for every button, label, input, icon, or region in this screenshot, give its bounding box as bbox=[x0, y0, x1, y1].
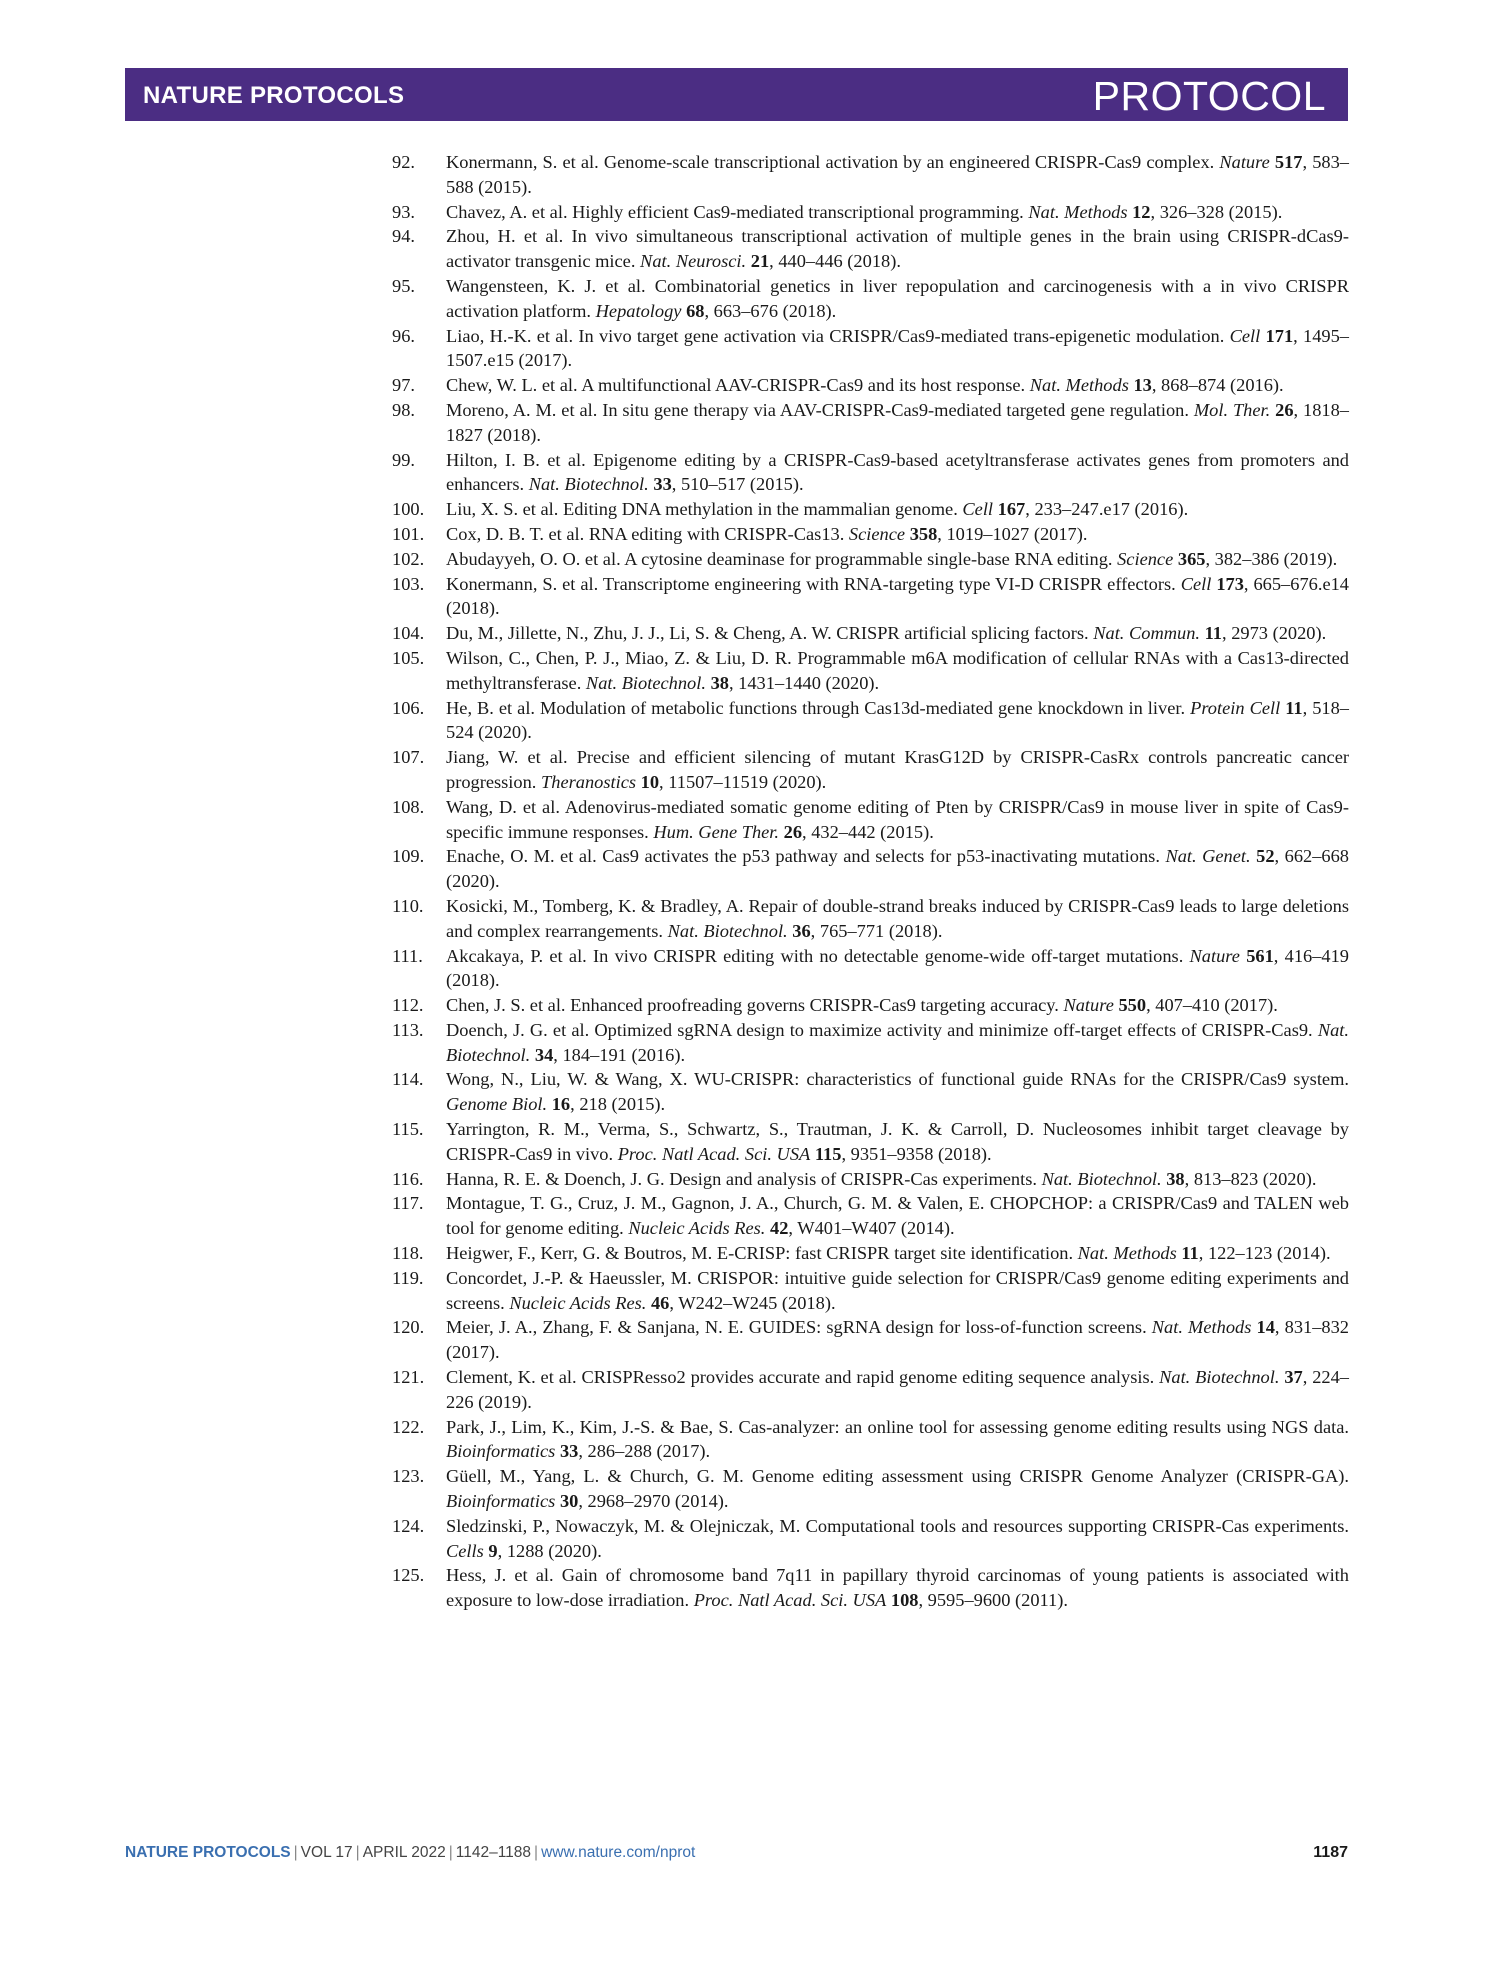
reference-item bbox=[392, 1365, 1349, 1415]
reference-authors-title: Meier, J. A., Zhang, F. & Sanjana, N. E. GUIDES: sgRNA design for loss-of-function screens. bbox=[446, 1317, 1152, 1338]
reference-authors-title: Güell, M., Yang, L. & Church, G. M. Genome editing assessment using CRISPR Genome Analyzer (CRISPR-GA). bbox=[446, 1466, 1349, 1487]
reference-pages-year: , 868–874 (2016). bbox=[1151, 375, 1284, 396]
reference-pages-year: , 813–823 (2020). bbox=[1184, 1168, 1317, 1189]
reference-pages-year: , 583–588 (2015). bbox=[446, 152, 1349, 197]
reference-pages-year: , W242–W245 (2018). bbox=[669, 1292, 836, 1313]
reference-number: 116. bbox=[392, 1168, 424, 1189]
reference-item bbox=[392, 1514, 1349, 1564]
reference-pages-year: , 326–328 (2015). bbox=[1150, 201, 1283, 222]
reference-volume: 68 bbox=[686, 300, 705, 321]
reference-text bbox=[446, 1191, 1349, 1241]
reference-pages-year: , 9595–9600 (2011). bbox=[918, 1590, 1068, 1611]
reference-authors-title: Park, J., Lim, K., Kim, J.-S. & Bae, S. Cas-analyzer: an online tool for assessing genome editing results using NGS data. bbox=[446, 1416, 1349, 1437]
reference-item bbox=[392, 745, 1349, 795]
reference-pages-year: , W401–W407 (2014). bbox=[788, 1218, 955, 1239]
reference-number: 105. bbox=[392, 647, 425, 668]
reference-number: 115. bbox=[392, 1119, 424, 1140]
reference-item bbox=[392, 1266, 1349, 1316]
footer-url-link[interactable]: www.nature.com/nprot bbox=[541, 1844, 696, 1861]
reference-number: 123. bbox=[392, 1466, 425, 1487]
footer-citation bbox=[125, 1844, 695, 1862]
reference-list bbox=[392, 150, 1349, 1613]
reference-pages-year: , 233–247.e17 (2016). bbox=[1025, 499, 1189, 520]
reference-pages-year: , 765–771 (2018). bbox=[810, 920, 943, 941]
reference-journal: Bioinformatics bbox=[446, 1441, 556, 1462]
reference-volume: 36 bbox=[792, 920, 811, 941]
reference-volume: 37 bbox=[1284, 1367, 1303, 1388]
reference-authors-title: Heigwer, F., Kerr, G. & Boutros, M. E-CRISP: fast CRISPR target site identification. bbox=[446, 1243, 1078, 1264]
reference-journal: Nat. Methods bbox=[1077, 1243, 1177, 1264]
reference-journal: Proc. Natl Acad. Sci. USA bbox=[693, 1590, 887, 1611]
reference-journal: Mol. Ther. bbox=[1193, 399, 1271, 420]
reference-volume: 167 bbox=[997, 499, 1026, 520]
reference-volume: 14 bbox=[1256, 1317, 1275, 1338]
reference-pages-year: , 286–288 (2017). bbox=[578, 1441, 711, 1462]
reference-item bbox=[392, 324, 1349, 374]
footer-date: APRIL 2022 bbox=[362, 1844, 446, 1861]
reference-text bbox=[446, 621, 1349, 646]
reference-authors-title: Moreno, A. M. et al. In situ gene therapy via AAV-CRISPR-Cas9-mediated targeted gene regulation. bbox=[446, 399, 1194, 420]
reference-authors-title: Concordet, J.-P. & Haeussler, M. CRISPOR: intuitive guide selection for CRISPR/Cas9 genome editing experiments and screens. bbox=[446, 1267, 1349, 1313]
reference-journal: Cell bbox=[962, 499, 994, 520]
reference-journal: Theranostics bbox=[541, 771, 637, 792]
reference-authors-title: Jiang, W. et al. Precise and efficient silencing of mutant KrasG12D by CRISPR-CasRx controls pancreatic cancer progression. bbox=[446, 747, 1349, 792]
reference-journal: Nat. Methods bbox=[1029, 375, 1129, 396]
reference-authors-title: Kosicki, M., Tomberg, K. & Bradley, A. Repair of double-strand breaks induced by CRISPR-Cas9 leads to large deletions and complex rearrangements. bbox=[446, 895, 1349, 941]
reference-authors-title: Konermann, S. et al. Transcriptome engineering with RNA-targeting type VI-D CRISPR effectors. bbox=[446, 573, 1181, 594]
reference-volume: 46 bbox=[650, 1292, 670, 1313]
reference-authors-title: Liu, X. S. et al. Editing DNA methylation in the mammalian genome. bbox=[446, 499, 963, 520]
reference-text bbox=[446, 1167, 1349, 1192]
reference-number: 121. bbox=[392, 1367, 425, 1388]
reference-pages-year: , 663–676 (2018). bbox=[704, 300, 837, 321]
reference-text bbox=[446, 1018, 1349, 1068]
reference-authors-title: Zhou, H. et al. In vivo simultaneous transcriptional activation of multiple genes in the brain using CRISPR-dCas9-activator transgenic mice. bbox=[446, 226, 1349, 272]
reference-number: 124. bbox=[392, 1515, 425, 1536]
reference-text bbox=[446, 1464, 1349, 1514]
reference-volume: 42 bbox=[770, 1218, 789, 1239]
reference-authors-title: Wilson, C., Chen, P. J., Miao, Z. & Liu, D. R. Programmable m6A modification of cellular RNAs with a Cas13-directed methyltransferase. bbox=[446, 647, 1349, 693]
reference-journal: Hum. Gene Ther. bbox=[653, 821, 780, 842]
reference-text bbox=[446, 448, 1349, 498]
reference-volume: 33 bbox=[653, 474, 672, 495]
reference-item bbox=[392, 373, 1349, 398]
reference-authors-title: Chew, W. L. et al. A multifunctional AAV-CRISPR-Cas9 and its host response. bbox=[446, 375, 1030, 396]
reference-text bbox=[446, 324, 1349, 374]
reference-pages-year: , 416–419 (2018). bbox=[446, 945, 1349, 991]
reference-item bbox=[392, 944, 1349, 994]
reference-pages-year: , 831–832 (2017). bbox=[446, 1317, 1349, 1363]
footer-separator: | bbox=[534, 1844, 539, 1861]
reference-pages-year: , 382–386 (2019). bbox=[1205, 548, 1338, 569]
reference-volume: 11 bbox=[1285, 697, 1303, 718]
reference-volume: 26 bbox=[783, 821, 803, 842]
reference-journal: Nature bbox=[1189, 945, 1240, 966]
reference-volume: 108 bbox=[890, 1590, 919, 1611]
reference-pages-year: , 2968–2970 (2014). bbox=[578, 1491, 729, 1512]
reference-volume: 550 bbox=[1118, 995, 1147, 1016]
reference-volume: 11 bbox=[1181, 1243, 1199, 1264]
reference-text bbox=[446, 522, 1349, 547]
reference-pages-year: , 218 (2015). bbox=[570, 1094, 666, 1115]
reference-item bbox=[392, 547, 1349, 572]
reference-text bbox=[446, 572, 1349, 622]
reference-item bbox=[392, 1167, 1349, 1192]
reference-volume: 10 bbox=[640, 771, 660, 792]
reference-item bbox=[392, 1315, 1349, 1365]
reference-journal: Nat. Biotechnol. bbox=[446, 1019, 1349, 1065]
reference-item bbox=[392, 1464, 1349, 1514]
reference-item bbox=[392, 150, 1349, 200]
reference-number: 93. bbox=[392, 201, 415, 222]
reference-text bbox=[446, 1514, 1349, 1564]
reference-number: 125. bbox=[392, 1565, 425, 1586]
reference-text bbox=[446, 1241, 1349, 1266]
reference-item bbox=[392, 1117, 1349, 1167]
reference-authors-title: Sledzinski, P., Nowaczyk, M. & Olejniczak, M. Computational tools and resources supporting CRISPR-Cas experiments. bbox=[446, 1515, 1349, 1536]
reference-number: 98. bbox=[392, 399, 415, 420]
reference-number: 101. bbox=[392, 523, 425, 544]
reference-journal: Nat. Commun. bbox=[1093, 623, 1201, 644]
reference-journal: Science bbox=[1117, 548, 1174, 569]
reference-journal: Nucleic Acids Res. bbox=[509, 1292, 647, 1313]
reference-number: 109. bbox=[392, 846, 425, 867]
reference-number: 92. bbox=[392, 152, 415, 172]
reference-pages-year: , 440–446 (2018). bbox=[769, 251, 901, 272]
reference-journal: Nat. Biotechnol. bbox=[1041, 1168, 1162, 1189]
reference-volume: 38 bbox=[1166, 1168, 1185, 1189]
reference-item bbox=[392, 621, 1349, 646]
reference-journal: Cell bbox=[1180, 573, 1212, 594]
reference-number: 108. bbox=[392, 796, 425, 817]
reference-number: 99. bbox=[392, 449, 415, 470]
reference-authors-title: Chavez, A. et al. Highly efficient Cas9-mediated transcriptional programming. bbox=[446, 201, 1029, 222]
reference-pages-year: , 1019–1027 (2017). bbox=[937, 523, 1088, 544]
reference-authors-title: Konermann, S. et al. Genome-scale transcriptional activation by an engineered CRISPR-Cas9 complex. bbox=[446, 152, 1220, 172]
reference-text bbox=[446, 844, 1349, 894]
reference-item bbox=[392, 894, 1349, 944]
reference-number: 103. bbox=[392, 573, 425, 594]
header-band bbox=[125, 68, 1348, 121]
reference-text bbox=[446, 1067, 1349, 1117]
reference-volume: 30 bbox=[559, 1491, 579, 1512]
reference-item bbox=[392, 1191, 1349, 1241]
reference-volume: 365 bbox=[1177, 548, 1206, 569]
reference-number: 102. bbox=[392, 548, 425, 569]
reference-text bbox=[446, 497, 1349, 522]
reference-pages-year: , 1818–1827 (2018). bbox=[446, 399, 1350, 445]
reference-item bbox=[392, 1018, 1349, 1068]
reference-pages-year: , 11507–11519 (2020). bbox=[659, 771, 827, 792]
reference-authors-title: Chen, J. S. et al. Enhanced proofreading governs CRISPR-Cas9 targeting accuracy. bbox=[446, 995, 1064, 1016]
reference-number: 110. bbox=[392, 895, 424, 916]
reference-journal: Nat. Biotechnol. bbox=[1159, 1367, 1280, 1388]
reference-volume: 358 bbox=[909, 523, 938, 544]
reference-text bbox=[446, 1266, 1349, 1316]
reference-authors-title: He, B. et al. Modulation of metabolic functions through Cas13d-mediated gene knockdown in liver. bbox=[446, 697, 1191, 718]
journal-name: NATURE PROTOCOLS bbox=[143, 82, 405, 109]
reference-item bbox=[392, 844, 1349, 894]
reference-item bbox=[392, 522, 1349, 547]
reference-number: 112. bbox=[392, 995, 424, 1016]
reference-journal: Nature bbox=[1219, 152, 1270, 172]
reference-volume: 517 bbox=[1274, 152, 1303, 172]
reference-number: 117. bbox=[392, 1193, 424, 1214]
reference-volume: 38 bbox=[710, 672, 729, 693]
reference-authors-title: Doench, J. G. et al. Optimized sgRNA design to maximize activity and minimize off-target effects of CRISPR-Cas9. bbox=[446, 1019, 1318, 1040]
reference-number: 114. bbox=[392, 1069, 424, 1090]
reference-journal: Nat. Biotechnol. bbox=[585, 672, 706, 693]
reference-item bbox=[392, 993, 1349, 1018]
reference-journal: Nat. Neurosci. bbox=[640, 251, 747, 272]
reference-journal: Bioinformatics bbox=[446, 1491, 556, 1512]
reference-text bbox=[446, 224, 1349, 274]
reference-journal: Cell bbox=[1229, 325, 1261, 346]
reference-item bbox=[392, 795, 1349, 845]
reference-text bbox=[446, 795, 1349, 845]
reference-authors-title: Montague, T. G., Cruz, J. M., Gagnon, J. A., Church, G. M. & Valen, E. CHOPCHOP: a CRISPR/Cas9 and TALEN web tool for genome editing. bbox=[446, 1193, 1349, 1239]
reference-pages-year: , 432–442 (2015). bbox=[802, 821, 934, 842]
reference-number: 113. bbox=[392, 1019, 424, 1040]
reference-authors-title: Wong, N., Liu, W. & Wang, X. WU-CRISPR: characteristics of functional guide RNAs for the CRISPR/Cas9 system. bbox=[446, 1069, 1349, 1090]
reference-journal: Hepatology bbox=[595, 300, 682, 321]
reference-number: 106. bbox=[392, 697, 425, 718]
reference-authors-title: Clement, K. et al. CRISPResso2 provides accurate and rapid genome editing sequence analysis. bbox=[446, 1367, 1160, 1388]
reference-number: 95. bbox=[392, 275, 415, 296]
reference-text bbox=[446, 1365, 1349, 1415]
reference-number: 122. bbox=[392, 1416, 425, 1437]
reference-authors-title: Cox, D. B. T. et al. RNA editing with CRISPR-Cas13. bbox=[446, 523, 849, 544]
reference-pages-year: , 407–410 (2017). bbox=[1146, 995, 1278, 1016]
reference-authors-title: Du, M., Jillette, N., Zhu, J. J., Li, S. & Cheng, A. W. CRISPR artificial splicing factors. bbox=[446, 623, 1094, 644]
reference-item bbox=[392, 1067, 1349, 1117]
article-type-label: PROTOCOL bbox=[1092, 73, 1326, 119]
reference-volume: 171 bbox=[1265, 325, 1294, 346]
reference-text bbox=[446, 398, 1349, 448]
reference-item bbox=[392, 696, 1349, 746]
reference-text bbox=[446, 547, 1349, 572]
reference-volume: 173 bbox=[1216, 573, 1244, 594]
reference-volume: 16 bbox=[551, 1094, 571, 1115]
reference-number: 104. bbox=[392, 623, 425, 644]
reference-item bbox=[392, 1563, 1349, 1613]
reference-item bbox=[392, 572, 1349, 622]
reference-item bbox=[392, 1241, 1349, 1266]
reference-journal: Science bbox=[848, 523, 906, 544]
reference-authors-title: Liao, H.-K. et al. In vivo target gene activation via CRISPR/Cas9-mediated trans-epigenetic modulation. bbox=[446, 325, 1230, 346]
reference-journal: Nat. Biotechnol. bbox=[667, 920, 788, 941]
reference-authors-title: Hilton, I. B. et al. Epigenome editing by a CRISPR-Cas9-based acetyltransferase activates genes from promoters and enhancers. bbox=[446, 449, 1349, 495]
footer-separator: | bbox=[293, 1844, 298, 1861]
reference-text bbox=[446, 993, 1349, 1018]
reference-number: 97. bbox=[392, 375, 415, 396]
reference-item bbox=[392, 398, 1349, 448]
reference-text bbox=[446, 274, 1349, 324]
reference-volume: 21 bbox=[750, 251, 770, 272]
reference-volume: 34 bbox=[534, 1044, 554, 1065]
page-number: 1187 bbox=[1313, 1844, 1348, 1861]
reference-journal: Cells bbox=[446, 1540, 484, 1561]
reference-volume: 33 bbox=[559, 1441, 579, 1462]
reference-text bbox=[446, 1117, 1349, 1167]
reference-text bbox=[446, 944, 1349, 994]
reference-journal: Nature bbox=[1063, 995, 1114, 1016]
reference-item bbox=[392, 646, 1349, 696]
reference-journal: Nat. Methods bbox=[1028, 201, 1128, 222]
reference-number: 119. bbox=[392, 1267, 424, 1288]
reference-text bbox=[446, 646, 1349, 696]
reference-number: 107. bbox=[392, 747, 425, 768]
reference-item bbox=[392, 1415, 1349, 1465]
footer-volume: VOL 17 bbox=[300, 1844, 353, 1861]
reference-number: 100. bbox=[392, 499, 425, 520]
reference-number: 96. bbox=[392, 325, 415, 346]
reference-pages-year: , 184–191 (2016). bbox=[553, 1044, 686, 1065]
reference-authors-title: Abudayyeh, O. O. et al. A cytosine deaminase for programmable single-base RNA editing. bbox=[446, 548, 1118, 569]
reference-volume: 11 bbox=[1204, 623, 1223, 644]
reference-pages-year: , 224–226 (2019). bbox=[446, 1367, 1349, 1412]
reference-text bbox=[446, 150, 1349, 200]
footer-separator: | bbox=[355, 1844, 360, 1861]
reference-volume: 115 bbox=[814, 1143, 842, 1164]
reference-journal: Nat. Genet. bbox=[1165, 846, 1251, 867]
reference-journal: Genome Biol. bbox=[446, 1094, 548, 1115]
reference-item bbox=[392, 224, 1349, 274]
reference-text bbox=[446, 894, 1349, 944]
reference-authors-title: Hess, J. et al. Gain of chromosome band 7q11 in papillary thyroid carcinomas of young patients is associated with exposure to low-dose irradiation. bbox=[446, 1565, 1349, 1611]
reference-journal: Nat. Biotechnol. bbox=[528, 474, 649, 495]
reference-number: 120. bbox=[392, 1317, 425, 1338]
reference-volume: 561 bbox=[1246, 945, 1274, 966]
reference-text bbox=[446, 1563, 1349, 1613]
footer-journal-name: NATURE PROTOCOLS bbox=[125, 1844, 291, 1861]
reference-authors-title: Enache, O. M. et al. Cas9 activates the p53 pathway and selects for p53-inactivating mutations. bbox=[446, 846, 1166, 867]
reference-journal: Proc. Natl Acad. Sci. USA bbox=[617, 1143, 811, 1164]
reference-volume: 12 bbox=[1132, 201, 1151, 222]
reference-journal: Nat. Methods bbox=[1151, 1317, 1252, 1338]
reference-authors-title: Wangensteen, K. J. et al. Combinatorial genetics in liver repopulation and carcinogenesis with a in vivo CRISPR activation platform. bbox=[446, 275, 1349, 321]
reference-pages-year: , 662–668 (2020). bbox=[446, 846, 1350, 892]
reference-text bbox=[446, 1315, 1349, 1365]
reference-text bbox=[446, 1415, 1349, 1465]
reference-pages-year: , 9351–9358 (2018). bbox=[841, 1143, 992, 1164]
reference-pages-year: , 2973 (2020). bbox=[1222, 623, 1327, 644]
reference-authors-title: Wang, D. et al. Adenovirus-mediated somatic genome editing of Pten by CRISPR/Cas9 in mouse liver in spite of Cas9-specific immune responses. bbox=[446, 796, 1349, 842]
reference-pages-year: , 1431–1440 (2020). bbox=[728, 672, 880, 693]
reference-volume: 9 bbox=[488, 1540, 498, 1561]
reference-volume: 52 bbox=[1256, 846, 1275, 867]
reference-text bbox=[446, 373, 1349, 398]
reference-text bbox=[446, 745, 1349, 795]
reference-text bbox=[446, 200, 1349, 225]
footer-separator: | bbox=[448, 1844, 453, 1861]
reference-authors-title: Yarrington, R. M., Verma, S., Schwartz, S., Trautman, J. K. & Carroll, D. Nucleosomes inhibit target cleavage by CRISPR-Cas9 in vivo. bbox=[446, 1119, 1349, 1164]
reference-item bbox=[392, 200, 1349, 225]
reference-pages-year: , 1288 (2020). bbox=[497, 1540, 602, 1561]
reference-journal: Protein Cell bbox=[1190, 697, 1281, 718]
reference-number: 94. bbox=[392, 226, 415, 247]
reference-pages-year: , 665–676.e14 (2018). bbox=[446, 573, 1349, 619]
reference-pages-year: , 518–524 (2020). bbox=[446, 697, 1349, 743]
page-footer bbox=[125, 1844, 1348, 1866]
reference-number: 118. bbox=[392, 1243, 424, 1264]
reference-item bbox=[392, 448, 1349, 498]
reference-pages-year: , 122–123 (2014). bbox=[1198, 1243, 1331, 1264]
reference-volume: 13 bbox=[1133, 375, 1152, 396]
reference-number: 111. bbox=[392, 945, 423, 966]
reference-pages-year: , 1495–1507.e15 (2017). bbox=[446, 325, 1349, 371]
reference-item bbox=[392, 497, 1349, 522]
reference-journal: Nucleic Acids Res. bbox=[628, 1218, 766, 1239]
reference-authors-title: Akcakaya, P. et al. In vivo CRISPR editing with no detectable genome-wide off-target mutations. bbox=[446, 945, 1190, 966]
reference-volume: 26 bbox=[1275, 399, 1294, 420]
reference-item bbox=[392, 274, 1349, 324]
footer-page-range: 1142–1188 bbox=[455, 1844, 532, 1861]
reference-pages-year: , 510–517 (2015). bbox=[671, 474, 804, 495]
reference-text bbox=[446, 696, 1349, 746]
reference-authors-title: Hanna, R. E. & Doench, J. G. Design and analysis of CRISPR-Cas experiments. bbox=[446, 1168, 1042, 1189]
